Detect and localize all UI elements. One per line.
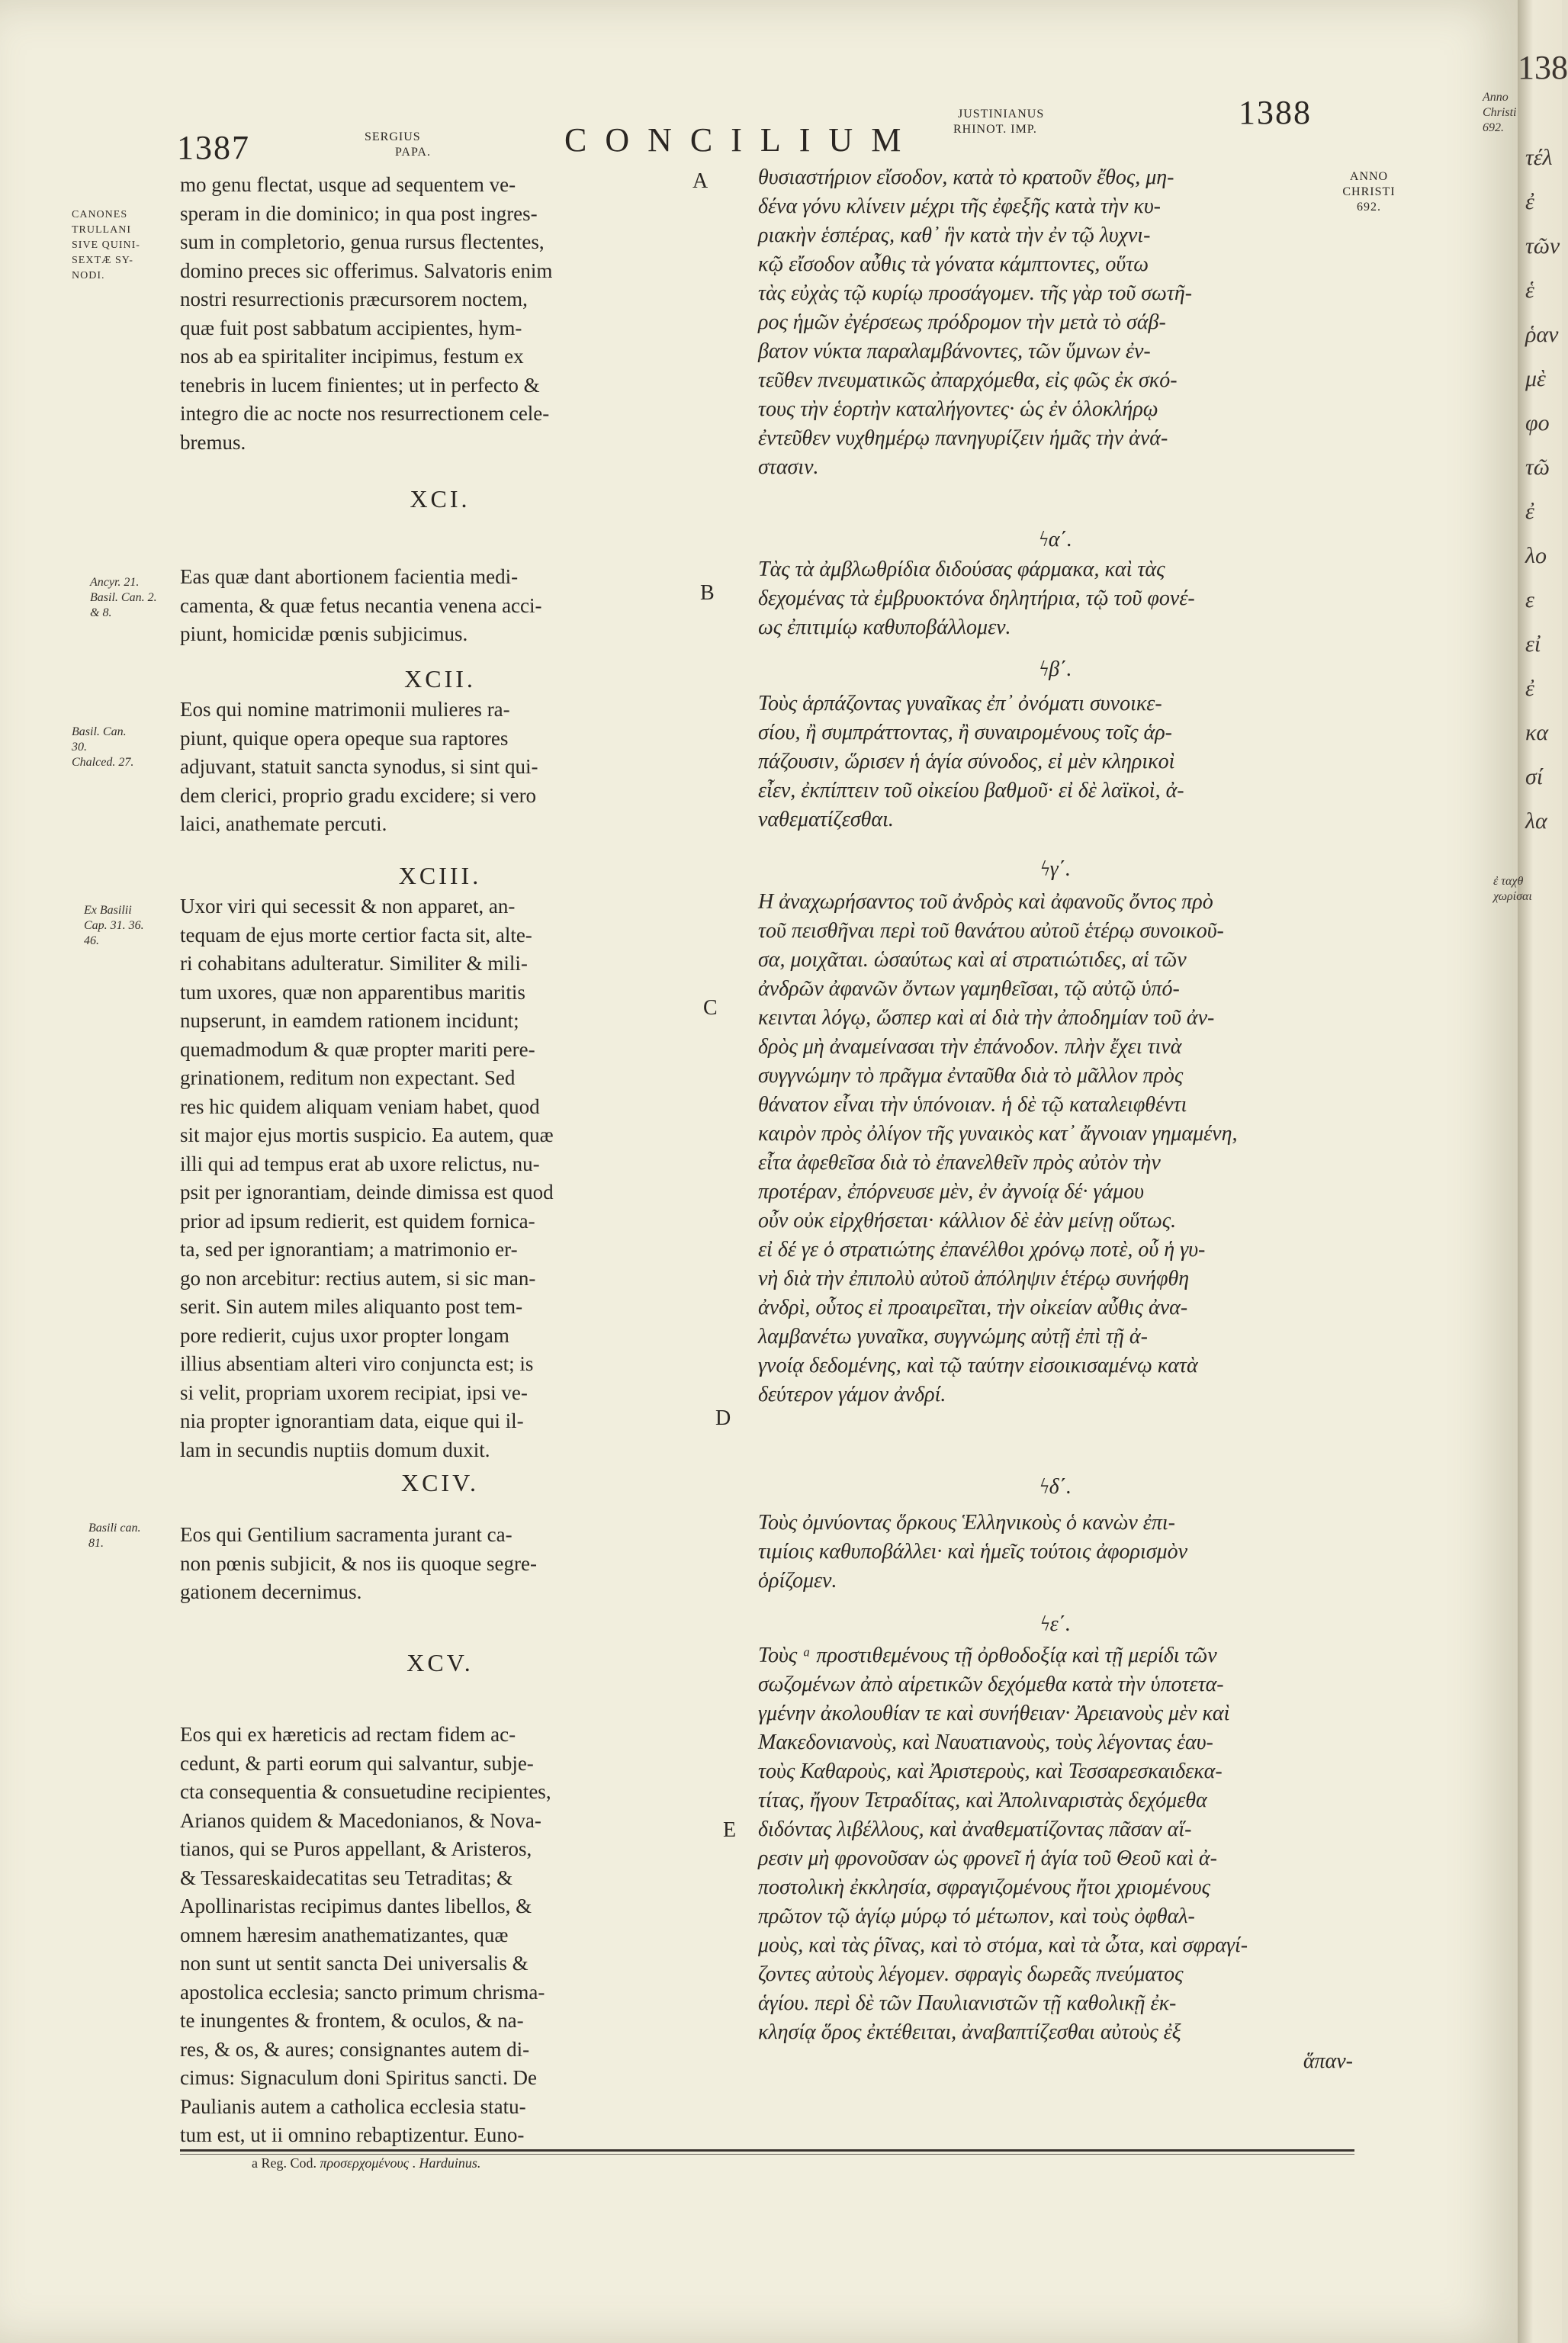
text-line: Eos qui nomine matrimonii mulieres ra- — [180, 698, 510, 721]
text-line: διδόντας λιβέλλους, καὶ ἀναθεματίζοντας πᾶσαν αἵ- — [758, 1818, 1192, 1841]
facing-line: εἰ — [1525, 632, 1541, 657]
text-line: ναθεματίζεσθαι. — [758, 808, 894, 831]
latin-canon-xciv — [180, 1521, 700, 1607]
margin-note-line: CANONES — [72, 209, 128, 220]
margin-note-line: 46. — [84, 934, 99, 947]
text-line: ri cohabitans adulteratur. Similiter & mili- — [180, 952, 528, 975]
facing-line: ἐ — [1525, 499, 1534, 524]
margin-note-line: Chalced. 27. — [72, 756, 134, 769]
text-line: ζοντες αὐτοὺς λέγομεν. σφραγὶς δωρεᾶς πνεύματος — [758, 1962, 1184, 1986]
text-line: mo genu flectat, usque ad sequentem ve- — [180, 173, 516, 196]
greek-paragraph-intro — [758, 163, 1353, 482]
text-line: pore redierit, cujus uxor propter longam — [180, 1323, 509, 1347]
text-line: tum uxores, quæ non apparentibus maritis — [180, 980, 525, 1004]
text-line: προτέραν, ἐπόρνευσε μὲν, ἐν ἀγνοίᾳ δέ· γάμου — [758, 1180, 1145, 1204]
margin-note-canones — [72, 207, 140, 284]
text-line: integro die ac nocte nos resurrectionem cele- — [180, 402, 550, 425]
greek-heading-95: ϟε΄. — [1040, 1612, 1071, 1636]
text-line: go non arcebitur: rectius autem, si sic man- — [180, 1266, 536, 1290]
text-line: nia propter ignorantiam data, eique qui il- — [180, 1409, 524, 1432]
margin-note-line: Ancyr. 21. — [90, 576, 140, 589]
section-letter-e: E — [723, 1818, 737, 1842]
text-line: Paulianis autem a catholica ecclesia statu- — [180, 2094, 526, 2118]
greek-heading-93: ϟγ΄. — [1040, 857, 1071, 881]
text-line: apostolica ecclesia; sancto primum chrisma- — [180, 1980, 545, 2004]
greek-canon-93 — [758, 888, 1353, 1409]
text-line: ρεσιν μὴ φρονοῦσαν ὡς φρονεῖ ἡ ἁγία τοῦ Θεοῦ καὶ ἀ- — [758, 1846, 1217, 1870]
facing-christi-line: Christi — [1483, 106, 1517, 119]
margin-note-ancyr — [90, 575, 157, 621]
facing-line: ῥαν — [1525, 322, 1559, 347]
margin-note-line: TRULLANI — [72, 224, 131, 236]
text-line: adjuvant, statuit sancta synodus, si sint qui- — [180, 755, 538, 778]
facing-line: σί — [1525, 764, 1544, 789]
text-line: σίου, ἢ συμπράττοντας, ἢ συναιρομένους τοῖς ἁρ- — [758, 721, 1173, 744]
text-line: ἐντεῦθεν νυχθημέρῳ πανηγυρίζειν ἡμᾶς τὴν ἀνά- — [758, 426, 1168, 450]
text-line: εἰ δέ γε ὁ στρατιώτης ἐπανέλθοι χρόνῳ ποτὲ, οὗ ἡ γυ- — [758, 1238, 1206, 1261]
text-line: Τοὺς ᵃ προστιθεμένους τῇ ὀρθοδοξίᾳ καὶ τῇ μερίδι τῶν — [758, 1644, 1217, 1667]
footnote-rule — [180, 2149, 1354, 2152]
canon-heading-xci: XCI. — [410, 485, 471, 513]
text-line: ρος ἡμῶν ἐγέρσεως πρόδρομον τὴν μετὰ τὸ σάβ- — [758, 310, 1166, 334]
text-line: πάζουσιν, ὥρισεν ἡ ἁγία σύνοδος, εἰ μὲν κληρικοὶ — [758, 750, 1175, 773]
margin-note-line: Ex Basilii — [84, 904, 132, 917]
text-line: μοὺς, καὶ τὰς ῥῖνας, καὶ τὸ στόμα, καὶ τὰ ὦτα, καὶ σφραγί- — [758, 1933, 1248, 1957]
christi-line: CHRISTI — [1342, 185, 1396, 198]
text-line: Apollinaristas recipimus dantes libellos, & — [180, 1895, 532, 1917]
canon-heading-xcii: XCII. — [404, 665, 476, 693]
text-line: Eos qui ex hæreticis ad rectam fidem ac- — [180, 1723, 516, 1746]
text-line: ἀνδρὶ, οὗτος εἰ προαιρεῖται, τὴν οἰκείαν αὖθις ἀνα- — [758, 1296, 1188, 1319]
text-line: ως ἐπιτιμίῳ καθυποβάλλομεν. — [758, 615, 1011, 639]
text-line: Τὰς τὰ ἀμβλωθρίδια διδούσας φάρμακα, καὶ τὰς — [758, 558, 1165, 581]
text-line: psit per ignorantiam, deinde dimissa est quod — [180, 1181, 554, 1204]
text-line: γμένην ἀκολουθίαν τε καὶ συνήθειαν· Ἀρειανοὺς μὲν καὶ — [758, 1702, 1230, 1725]
facing-line: τῶν — [1525, 233, 1560, 259]
page-number-right: 1388 — [1239, 94, 1312, 131]
text-line: prior ad ipsum redierit, est quidem fornica- — [180, 1209, 535, 1233]
text-line: bremus. — [180, 430, 246, 454]
margin-note-line: 30. — [72, 741, 87, 754]
margin-note-line: Basil. Can. 2. — [90, 591, 157, 604]
text-line: sit major ejus mortis suspicio. Ea autem, quæ — [180, 1123, 554, 1146]
text-line: τους τὴν ἑορτὴν καταλήγοντες· ὡς ἐν ὁλοκλήρῳ — [758, 397, 1158, 421]
footnote-source: Harduinus. — [419, 2155, 481, 2171]
text-line: laici, anathemate percuti. — [180, 812, 387, 835]
text-line: non sunt ut sentit sancta Dei universalis & — [180, 1952, 529, 1975]
text-line: res, & os, & aures; consignantes autem di- — [180, 2037, 530, 2061]
text-line: non pœnis subjicit, & nos iis quoque segre- — [180, 1551, 537, 1575]
text-line: nostri resurrectionis præcursorem noctem, — [180, 288, 528, 310]
text-line: δεχομένας τὰ ἐμβρυοκτόνα δηλητήρια, τῷ τοῦ φονέ- — [758, 587, 1195, 610]
facing-footnote — [1478, 874, 1562, 905]
running-head-sergius — [365, 130, 431, 160]
year-line: 692. — [1357, 201, 1381, 214]
facing-line: ε — [1525, 587, 1534, 612]
text-line: τὰς εὐχὰς τῷ κυρίῳ προσάγομεν. τῆς γὰρ τοῦ σωτῆ- — [758, 281, 1193, 305]
section-letter-a: A — [692, 169, 708, 193]
text-line: omnem hæresim anathematizantes, quæ — [180, 1923, 509, 1946]
facing-page-edge — [1478, 46, 1568, 1800]
greek-canon-91 — [758, 555, 1353, 642]
text-line: δεύτερον γάμον ἀνδρί. — [758, 1383, 946, 1406]
text-line: ἁγίου. περὶ δὲ τῶν Παυλιανιστῶν τῇ καθολικῇ ἐκ- — [758, 1991, 1177, 2015]
text-line: τοὺς Καθαροὺς, καὶ Ἀριστεροὺς, καὶ Τεσσαρεσκαιδεκα- — [758, 1760, 1223, 1783]
margin-note-line: Basili can. — [88, 1522, 141, 1535]
text-line: κῷ εἴσοδον αὖθις τὰ γόνατα κάμπτοντες, οὕτω — [758, 252, 1149, 276]
margin-note-line: Basil. Can. — [72, 725, 127, 738]
canon-heading-xcv: XCV. — [406, 1649, 474, 1676]
text-line: dem clerici, proprio gradu excidere; si vero — [180, 783, 537, 807]
facing-footnote-line: ἐ ταχθ — [1493, 875, 1524, 888]
facing-line: ἐ — [1525, 676, 1534, 701]
text-line: cta consequentia & consuetudine recipientes, — [180, 1780, 551, 1803]
greek-canon-94 — [758, 1509, 1353, 1596]
greek-heading-91: ϟα΄. — [1039, 528, 1072, 551]
footnote: a Reg. Cod. προσερχομένους . Harduinus. — [252, 2155, 481, 2171]
text-line: Τοὺς ἁρπάζοντας γυναῖκας ἐπ᾽ ὀνόματι συνοικε- — [758, 692, 1162, 715]
text-line: τιμίοις καθυποβάλλει· καὶ ἡμεῖς τούτοις ἀφορισμὸν — [758, 1540, 1188, 1564]
text-line: ἀνδρῶν ἀφανῶν ὄντων γαμηθεῖσαι, τῷ αὐτῷ ὑπό- — [758, 977, 1180, 1001]
running-head-justinianus-line: JUSTINIANUS — [958, 108, 1045, 121]
facing-line: φο — [1525, 410, 1550, 435]
text-line: Uxor viri qui secessit & non apparet, an- — [180, 895, 516, 918]
latin-paragraph-intro — [180, 171, 700, 457]
text-line: καιρὸν πρὸς ὀλίγον τῆς γυναικὸς κατ᾽ ἄγνοιαν γημαμένη, — [758, 1122, 1238, 1146]
text-line: ποστολικὴ ἐκκλησία, σφραγιζομένους ἤτοι χριομένους — [758, 1875, 1210, 1899]
text-line: tianos, qui se Puros appellant, & Aristeros, — [180, 1837, 532, 1860]
facing-line: ἑ — [1525, 278, 1534, 303]
text-line: εἶτα ἀφεθεῖσα διὰ τὸ ἐπανελθεῖν πρὸς αὐτὸν τὴν — [758, 1151, 1161, 1175]
text-line: lam in secundis nuptiis domum duxit. — [180, 1438, 490, 1461]
text-line: ριακὴν ἑσπέρας, καθ᾽ ἣν κατὰ τὴν ἐν τῷ λυχνι- — [758, 223, 1151, 247]
greek-heading-94: ϟδ΄. — [1039, 1475, 1072, 1499]
facing-text-lines — [1478, 136, 1562, 844]
footnote-greek: προσερχομένους — [320, 2155, 410, 2171]
anno-line: ANNO — [1349, 170, 1389, 183]
text-line: στασιν. — [758, 455, 819, 479]
text-line: si velit, propriam uxorem recipiat, ipsi ve- — [180, 1380, 528, 1404]
margin-note-line: SEXTÆ SY- — [72, 255, 133, 266]
text-line: λαμβανέτω γυναῖκα, συγγνώμης αὐτῇ ἐπὶ τῇ ἀ- — [758, 1325, 1148, 1348]
section-letter-d: D — [715, 1406, 731, 1430]
text-line: Arianos quidem & Macedonianos, & Nova- — [180, 1808, 541, 1832]
facing-year-line: 692. — [1483, 121, 1504, 134]
running-head-sergius-line: SERGIUS — [365, 130, 421, 143]
text-line: nos ab ea spiritaliter incipimus, festum ex — [180, 345, 524, 368]
text-line: δένα γόνυ κλίνειν μέχρι τῆς ἐφεξῆς κατὰ τὴν κυ- — [758, 194, 1162, 218]
footnote-mark: a — [252, 2155, 258, 2171]
section-letter-b: B — [700, 581, 715, 605]
margin-note-line: NODI. — [72, 270, 105, 281]
page-title: CONCILIUM — [564, 121, 920, 159]
latin-canon-xcv — [180, 1721, 700, 2150]
facing-page-number: 138 — [1518, 49, 1568, 86]
text-line: Τοὺς ὀμνύοντας ὅρκους Ἑλληνικοὺς ὁ κανὼν ἐπι- — [758, 1511, 1175, 1535]
text-line: ta, sed per ignorantiam; a matrimonio er- — [180, 1238, 518, 1261]
text-line: τίτας, ἤγουν Τετραδίτας, καὶ Ἀπολιναριστὰς δεχόμεθα — [758, 1789, 1207, 1812]
running-head-justinianus — [953, 107, 1044, 137]
text-line: τεῦθεν πνευματικῶς ἀπαρχόμεθα, εἰς φῶς ἐκ σκό- — [758, 368, 1178, 392]
text-line: serit. Sin autem miles aliquanto post tem- — [180, 1295, 523, 1318]
page-number-left: 1387 — [177, 129, 250, 166]
catchword: ἅπαν- — [1303, 2049, 1353, 2073]
text-line: Eos qui Gentilium sacramenta jurant ca- — [180, 1523, 512, 1546]
text-line: te inungentes & frontem, & oculos, & na- — [180, 2009, 524, 2032]
facing-line: λο — [1525, 543, 1547, 568]
text-line: κλησίᾳ ὅρος ἐκτέθειται, ἀναβαπτίζεσθαι αὐτοὺς ἐξ — [758, 2020, 1181, 2044]
text-line: cedunt, & parti eorum qui salvantur, subje- — [180, 1751, 534, 1775]
text-line: σωζομένων ἀπὸ αἱρετικῶν δεχόμεθα κατὰ τὴν ὑποτετα- — [758, 1673, 1224, 1696]
running-head-rhinot-line: RHINOT. IMP. — [953, 123, 1037, 136]
canon-heading-xciii: XCIII. — [398, 862, 482, 889]
text-line: νὴ διὰ τὴν ἐπιπολὺ αὐτοῦ ἀπόληψιν ἑτέρῳ συνήφθη — [758, 1267, 1190, 1290]
text-line: sum in completorio, genua rursus flectentes, — [180, 230, 545, 253]
text-line: θυσιαστήριον εἴσοδον, κατὰ τὸ κρατοῦν ἔθος, μη- — [758, 166, 1174, 189]
text-line: Eas quæ dant abortionem facientia medi- — [180, 565, 519, 588]
text-line: illi qui ad tempus erat ab uxore relictus, nu- — [180, 1152, 540, 1175]
facing-footnote-line: χωρίσαι — [1493, 890, 1532, 903]
text-line: συγγνώμην τὸ πρᾶγμα ἐνταῦθα διὰ τὸ μᾶλλον πρὸς — [758, 1064, 1184, 1088]
text-line: res hic quidem aliquam veniam habet, quod — [180, 1094, 540, 1118]
text-line: cimus: Signaculum doni Spiritus sancti. De — [180, 2066, 537, 2089]
facing-line: τέλ — [1525, 145, 1553, 170]
text-line: piunt, homicidæ pœnis subjicimus. — [180, 622, 468, 645]
margin-note-basil-30 — [72, 725, 133, 770]
text-line: tequam de ejus morte certior facta sit, alte- — [180, 923, 532, 947]
text-line: εἶεν, ἐκπίπτειν τοῦ οἰκείου βαθμοῦ· εἰ δὲ λαϊκοὶ, ἀ- — [758, 779, 1184, 802]
text-line: τοῦ πεισθῆναι περὶ τοῦ θανάτου αὐτοῦ ἑτέρῳ συνοικοῦ- — [758, 919, 1224, 943]
text-line: speram in die dominico; in qua post ingres- — [180, 201, 538, 225]
text-line: camenta, & quæ fetus necantia venena acci- — [180, 593, 542, 617]
text-line: piunt, quique opera opeque sua raptores — [180, 726, 509, 750]
facing-line: ἐ — [1525, 189, 1534, 214]
greek-heading-92: ϟβ΄. — [1039, 657, 1072, 681]
margin-note-line: Cap. 31. 36. — [84, 919, 144, 932]
margin-note-line: 81. — [88, 1537, 104, 1550]
text-line: βατον νύκτα παραλαμβάνοντες, τῶν ὕμνων ἐν- — [758, 339, 1151, 363]
text-line: Μακεδονιανοὺς, καὶ Ναυατιανοὺς, τοὺς λέγοντας ἑαυ- — [758, 1731, 1213, 1754]
text-line: nupserunt, in eamdem rationem incidunt; — [180, 1009, 519, 1032]
section-letter-c: C — [703, 996, 718, 1020]
text-line: tenebris in lucem finientes; ut in perfecto & — [180, 373, 540, 397]
margin-note-basili-81 — [88, 1521, 140, 1551]
text-line: θάνατον εἶναι τὴν ὑπόνοιαν. ἡ δὲ τῷ καταλειφθέντι — [758, 1093, 1187, 1117]
text-line: quæ fuit post sabbatum accipientes, hym- — [180, 316, 522, 339]
margin-note-line: SIVE QUINI- — [72, 239, 140, 251]
text-line: σα, μοιχᾶται. ὡσαύτως καὶ αἱ στρατιώτιδες, αἱ τῶν — [758, 948, 1187, 972]
text-line: tum est, ut ii omnino rebaptizentur. Euno- — [180, 2123, 525, 2146]
facing-line: κα — [1525, 720, 1549, 745]
margin-note-ex-basilii — [84, 903, 144, 949]
footnote-text: Reg. Cod. — [261, 2155, 317, 2171]
text-line: Η ἀναχωρήσαντος τοῦ ἀνδρὸς καὶ ἀφανοῦς ὄντος πρὸ — [758, 890, 1213, 914]
latin-canon-xcii — [180, 696, 700, 839]
facing-line: λα — [1525, 808, 1547, 834]
text-line: & Tessareskaidecatitas seu Tetraditas; & — [180, 1866, 513, 1889]
text-line: γνοίᾳ δεδομένης, καὶ τῷ ταύτην εἰσοικισαμένῳ κατὰ — [758, 1354, 1198, 1377]
greek-canon-92 — [758, 689, 1353, 834]
running-head-papa-line: PAPA. — [395, 146, 431, 159]
text-line: gationem decernimus. — [180, 1580, 362, 1603]
text-line: domino preces sic offerimus. Salvatoris enim — [180, 259, 553, 282]
footnote-rule-thin — [180, 2154, 1354, 2155]
text-line: κεινται λόγῳ, ὥσπερ καὶ αἱ διὰ τὴν ἀποδημίαν τοῦ ἀν- — [758, 1006, 1215, 1030]
text-line: grinationem, reditum non expectant. Sed — [180, 1066, 516, 1089]
text-line: πρῶτον τῷ ἁγίῳ μύρῳ τό μέτωπον, καὶ τοὺς ὀφθαλ- — [758, 1904, 1195, 1928]
text-line: quemadmodum & quæ propter mariti pere- — [180, 1037, 535, 1061]
text-line: οὖν οὐκ εἰρχθήσεται· κάλλιον δὲ ἐὰν μείνῃ οὕτως. — [758, 1209, 1177, 1233]
latin-canon-xci — [180, 563, 700, 649]
text-line: δρὸς μὴ ἀναμείνασαι τὴν ἐπάνοδον. πλὴν ἔχει τινὰ — [758, 1035, 1182, 1059]
facing-anno-line: Anno — [1483, 91, 1509, 104]
facing-line: μὲ — [1525, 366, 1546, 391]
margin-note-line: & 8. — [90, 606, 112, 619]
facing-line: τῶ — [1525, 455, 1550, 480]
text-line: illius absentiam alteri viro conjuncta est; is — [180, 1352, 534, 1375]
facing-anno-note — [1478, 90, 1562, 136]
greek-canon-95 — [758, 1641, 1353, 2076]
latin-canon-xciii — [180, 892, 700, 1464]
canon-heading-xciv: XCIV. — [400, 1469, 480, 1496]
text-line: ὁρίζομεν. — [758, 1569, 837, 1593]
